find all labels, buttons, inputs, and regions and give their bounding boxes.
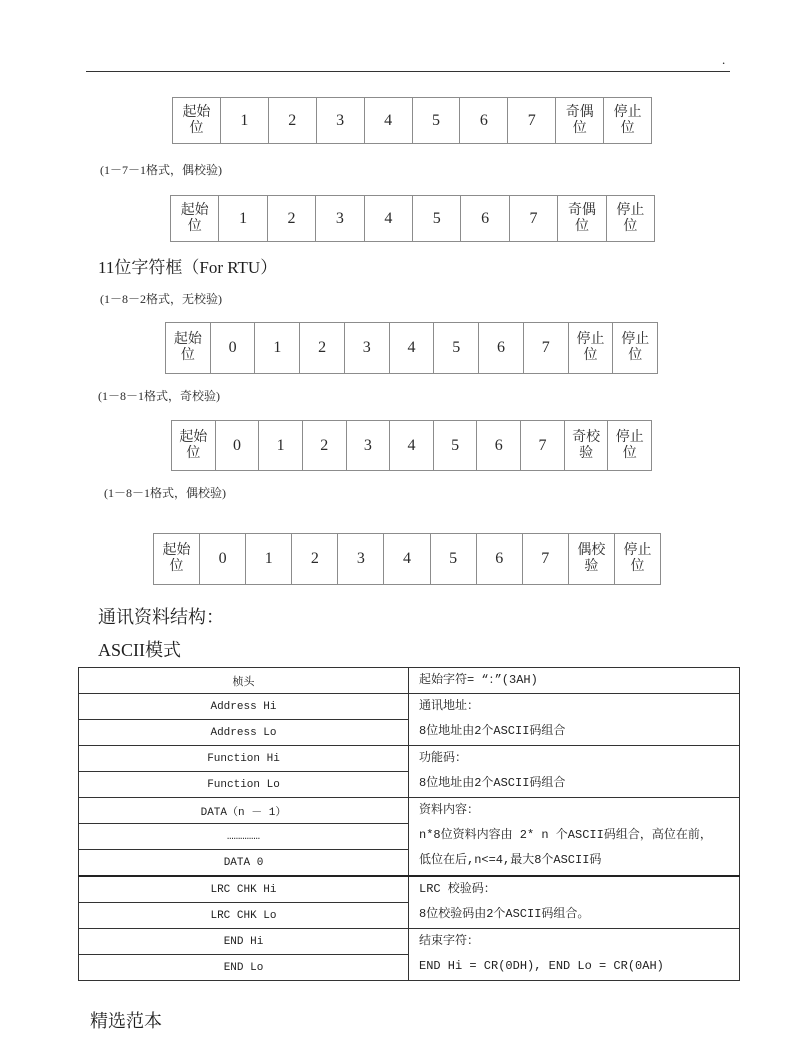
description-line: END Hi = CR(0DH), END Lo = CR(0AH) — [419, 959, 664, 973]
frame-caption: (1－8－1格式，奇校验) — [98, 389, 220, 403]
data-bit-label: 6 — [495, 550, 504, 567]
data-bit-label: 4 — [407, 436, 416, 454]
data-bit-cell — [268, 196, 316, 241]
data-bit-label: 1 — [239, 209, 248, 227]
field-cell: 桢头 — [79, 668, 409, 694]
start-bit-cell — [172, 421, 216, 470]
data-bit-cell — [292, 534, 338, 584]
table-row — [79, 746, 740, 772]
data-bit-label: 6 — [494, 436, 503, 454]
data-bit-cell — [221, 98, 269, 143]
data-bit-label: 7 — [538, 436, 547, 454]
stop-bit-label: 停止位 — [615, 429, 644, 461]
stop-bit-label: 停止位 — [621, 332, 650, 363]
data-bit-cell — [524, 323, 569, 373]
data-bit-cell — [523, 534, 569, 584]
data-bit-cell — [521, 421, 565, 470]
data-bit-cell — [510, 196, 558, 241]
bit-frame-5 — [153, 533, 661, 585]
rtu-heading: 11位字符框（For RTU） — [98, 258, 278, 277]
data-bit-label: 3 — [362, 339, 371, 356]
data-bit-cell — [413, 98, 461, 143]
stop-bit-cell — [607, 196, 654, 241]
frame-caption: (1－8－1格式，偶校验) — [104, 486, 226, 500]
start-bit-label: 起始位 — [162, 543, 191, 574]
data-bit-cell — [479, 323, 524, 373]
data-bit-cell — [316, 196, 364, 241]
data-bit-cell — [300, 323, 345, 373]
start-bit-cell — [154, 534, 200, 584]
bit-frame-3 — [165, 322, 658, 374]
description-cell — [409, 929, 740, 981]
data-bit-label: 4 — [384, 209, 393, 227]
data-bit-label: 4 — [407, 339, 416, 356]
frame-caption: (1－7－1格式，偶校验) — [100, 163, 222, 177]
data-bit-label: 3 — [356, 550, 365, 567]
parity-bit-label: 奇偶位 — [567, 202, 596, 234]
data-bit-cell — [255, 323, 300, 373]
start-bit-label: 起始位 — [179, 429, 208, 461]
description-cell — [409, 746, 740, 798]
data-bit-label: 5 — [432, 209, 441, 227]
data-bit-label: 6 — [479, 111, 488, 129]
data-bit-cell — [390, 421, 434, 470]
description-line: 起始字符= “：”(3AH) — [419, 673, 538, 687]
bit-frame-2 — [170, 195, 655, 242]
stop-bit-label: 停止位 — [623, 543, 652, 574]
footer-text: 精选范本 — [90, 1011, 162, 1031]
data-bit-label: 3 — [336, 111, 345, 129]
description-line: 结束字符： — [419, 934, 480, 948]
data-bit-label: 1 — [240, 111, 249, 129]
data-bit-cell — [200, 534, 246, 584]
data-bit-cell — [246, 534, 292, 584]
data-bit-cell — [390, 323, 435, 373]
data-bit-cell — [413, 196, 461, 241]
field-cell: LRC CHK Hi — [79, 876, 409, 903]
data-bit-label: 2 — [318, 339, 327, 356]
data-bit-cell — [434, 421, 478, 470]
start-bit-cell — [173, 98, 221, 143]
data-bit-label: 5 — [431, 111, 440, 129]
stop-bit-cell — [615, 534, 660, 584]
data-bit-label: 1 — [264, 550, 273, 567]
table-row — [79, 876, 740, 903]
parity-bit-label: 奇偶位 — [565, 104, 594, 136]
data-bit-cell — [477, 421, 521, 470]
description-cell — [409, 668, 740, 694]
stop-bit-cell — [569, 323, 614, 373]
data-bit-label: 7 — [541, 550, 550, 567]
stop-bit-cell — [613, 323, 657, 373]
data-bit-label: 1 — [276, 436, 285, 454]
description-line: LRC 校验码： — [419, 882, 496, 896]
start-bit-label: 起始位 — [182, 104, 211, 136]
stop-bit-label: 停止位 — [576, 332, 605, 363]
stop-bit-label: 停止位 — [613, 104, 642, 136]
data-bit-label: 7 — [527, 111, 536, 129]
field-cell: Function Lo — [79, 772, 409, 798]
data-bit-label: 5 — [452, 339, 461, 356]
data-bit-cell — [317, 98, 365, 143]
description-line: 低位在后,n<=4,最大8个ASCII码 — [419, 853, 602, 867]
data-bit-cell — [338, 534, 384, 584]
data-bit-label: 2 — [320, 436, 329, 454]
description-line: 8位校验码由2个ASCII码组合。 — [419, 907, 590, 921]
data-bit-label: 4 — [384, 111, 393, 129]
table-row — [79, 929, 740, 955]
data-bit-cell — [477, 534, 523, 584]
field-cell: Function Hi — [79, 746, 409, 772]
data-bit-label: 3 — [335, 209, 344, 227]
data-bit-label: 4 — [403, 550, 412, 567]
data-bit-cell — [434, 323, 479, 373]
data-bit-cell — [365, 196, 413, 241]
description-line: n*8位资料内容由 2* n 个ASCII码组合，高位在前， — [419, 828, 712, 842]
data-bit-label: 0 — [232, 436, 241, 454]
data-bit-cell — [508, 98, 556, 143]
data-bit-label: 7 — [529, 209, 538, 227]
stop-bit-cell — [608, 421, 651, 470]
field-cell: Address Lo — [79, 720, 409, 746]
data-bit-label: 3 — [363, 436, 372, 454]
data-bit-label: 7 — [541, 339, 550, 356]
stop-bit-cell — [604, 98, 651, 143]
data-bit-label: 6 — [497, 339, 505, 356]
data-bit-label: 2 — [288, 111, 297, 129]
field-cell: DATA 0 — [79, 850, 409, 877]
stop-bit-label: 停止位 — [616, 202, 645, 234]
data-bit-cell — [431, 534, 477, 584]
field-cell: DATA（n － 1） — [79, 798, 409, 824]
field-cell: …………… — [79, 824, 409, 850]
parity-bit-cell — [565, 421, 609, 470]
data-bit-label: 0 — [228, 339, 237, 356]
field-cell: Address Hi — [79, 694, 409, 720]
field-cell: LRC CHK Lo — [79, 903, 409, 929]
data-bit-cell — [347, 421, 391, 470]
start-bit-label: 起始位 — [173, 332, 202, 363]
table-row — [79, 694, 740, 720]
start-bit-label: 起始位 — [180, 202, 209, 234]
table-row — [79, 798, 740, 824]
mode-heading: ASCII模式 — [98, 640, 182, 660]
description-line: 8位地址由2个ASCII码组合 — [419, 776, 566, 790]
data-bit-cell — [345, 323, 390, 373]
table-row — [79, 668, 740, 694]
description-cell — [409, 798, 740, 877]
data-bit-label: 0 — [218, 550, 227, 567]
description-line: 8位地址由2个ASCII码组合 — [419, 724, 566, 738]
data-bit-label: 1 — [273, 339, 282, 356]
bit-frame-1 — [172, 97, 652, 144]
parity-bit-label: 偶校验 — [577, 543, 606, 574]
start-bit-cell — [171, 196, 219, 241]
data-bit-label: 2 — [310, 550, 319, 567]
parity-bit-cell — [569, 534, 615, 584]
data-bit-cell — [303, 421, 347, 470]
data-bit-cell — [365, 98, 413, 143]
header-rule — [86, 71, 730, 72]
description-cell — [409, 694, 740, 746]
description-cell — [409, 876, 740, 929]
field-cell: END Hi — [79, 929, 409, 955]
parity-bit-label: 奇校验 — [572, 429, 601, 461]
parity-bit-cell — [558, 196, 606, 241]
bit-frame-4 — [171, 420, 652, 471]
ascii-frame-table — [78, 667, 740, 981]
data-bit-cell — [219, 196, 267, 241]
description-line: 功能码： — [419, 751, 468, 765]
data-bit-label: 6 — [481, 209, 490, 227]
description-line: 资料内容： — [419, 803, 480, 817]
structure-heading: 通讯资料结构： — [98, 607, 224, 627]
data-bit-cell — [461, 196, 509, 241]
data-bit-cell — [259, 421, 303, 470]
data-bit-label: 5 — [449, 550, 458, 567]
header-mark: . — [722, 52, 726, 67]
parity-bit-cell — [556, 98, 604, 143]
field-cell: END Lo — [79, 955, 409, 981]
description-line: 通讯地址： — [419, 699, 480, 713]
data-bit-cell — [216, 421, 260, 470]
data-bit-label: 5 — [451, 436, 460, 454]
frame-caption: (1－8－2格式，无校验) — [100, 292, 222, 306]
data-bit-label: 2 — [287, 209, 296, 227]
data-bit-cell — [460, 98, 508, 143]
data-bit-cell — [211, 323, 256, 373]
start-bit-cell — [166, 323, 211, 373]
data-bit-cell — [269, 98, 317, 143]
data-bit-cell — [384, 534, 430, 584]
